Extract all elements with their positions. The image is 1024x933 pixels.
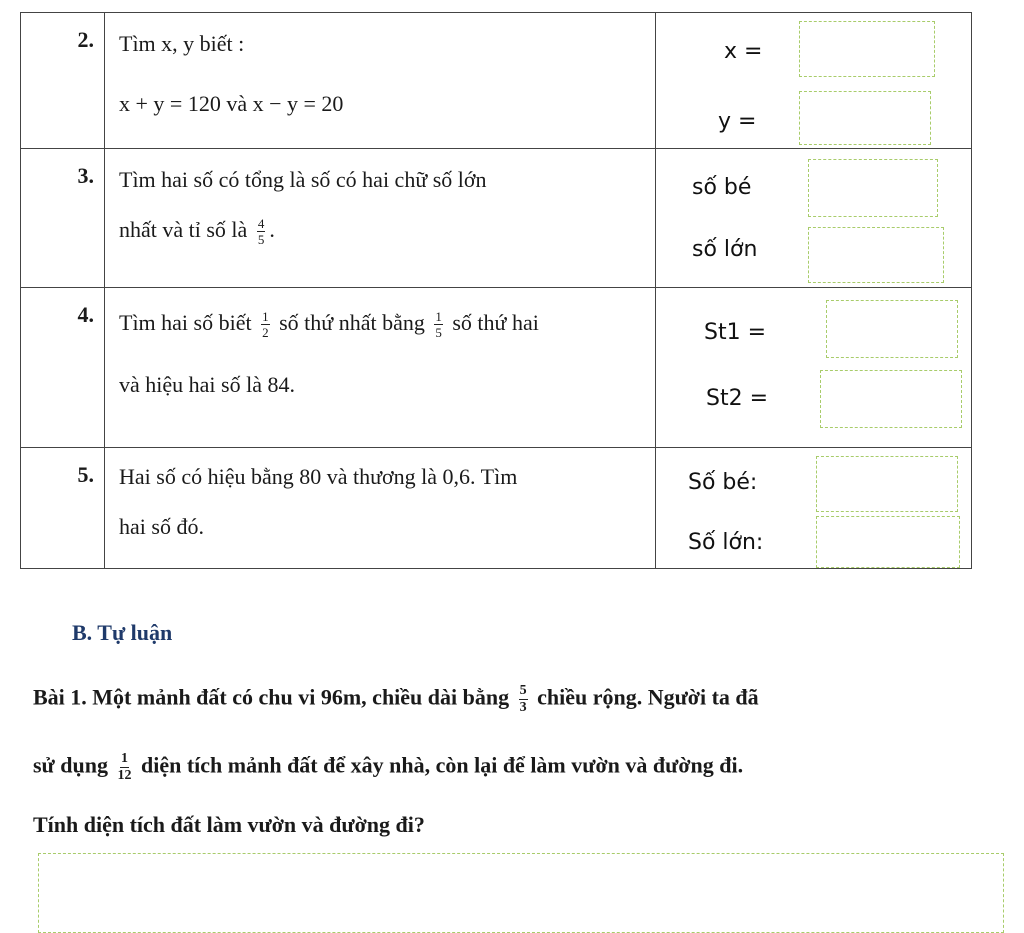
fraction — [434, 310, 443, 339]
question-text: Hai số có hiệu bằng 80 và thương là 0,6. Tìm — [119, 464, 518, 489]
question-number: 5. — [21, 448, 105, 568]
section-title: B. Tự luận — [72, 620, 173, 645]
answer-box-x[interactable] — [799, 21, 935, 77]
fraction — [261, 310, 270, 339]
answer-label-large: số lớn — [692, 237, 758, 262]
problem-line-1 — [33, 684, 759, 715]
answer-area[interactable] — [38, 853, 1004, 933]
question-text-part: số thứ nhất bằng — [279, 310, 425, 335]
question-text: Tìm hai số có tổng là số có hai chữ số lớn — [119, 167, 487, 192]
answer-label-small: Số bé: — [688, 470, 758, 495]
fraction-denominator: 2 — [262, 325, 269, 341]
question-text: Tìm x, y biết : — [119, 31, 245, 56]
fraction-denominator: 3 — [519, 700, 527, 715]
question-text — [119, 310, 539, 339]
fraction-denominator: 5 — [435, 325, 442, 341]
fraction-numerator: 4 — [257, 216, 265, 232]
question-cell — [105, 448, 656, 568]
problem-text-part: sử dụng — [33, 752, 108, 778]
quiz-table — [20, 12, 972, 569]
fraction-denominator: 5 — [257, 232, 265, 248]
question-text-part: số thứ hai — [452, 310, 539, 335]
answer-box-large[interactable] — [808, 227, 944, 283]
fraction — [519, 684, 528, 715]
fraction-denominator: 12 — [117, 768, 132, 783]
question-cell — [105, 149, 656, 287]
problem-text-part: diện tích mảnh đất để xây nhà, còn lại để làm vườn và đường đi. — [140, 752, 744, 778]
question-text-part: Tìm hai số biết — [119, 310, 252, 335]
problem-line-2 — [33, 752, 743, 783]
question-text-part: . — [269, 217, 275, 242]
question-number: 2. — [21, 13, 105, 148]
fraction-numerator: 1 — [120, 751, 128, 766]
answer-box-st1[interactable] — [826, 300, 958, 358]
table-row — [21, 447, 971, 568]
problem-text-part: Bài 1. Một mảnh đất có chu vi 96m, chiều dài bằng — [33, 684, 510, 710]
answer-box-small[interactable] — [808, 159, 938, 217]
answer-label-small: số bé — [692, 175, 752, 200]
answer-box-st2[interactable] — [820, 370, 962, 428]
question-text-part: nhất và tỉ số là — [119, 217, 248, 242]
answer-box-large[interactable] — [816, 516, 960, 568]
table-row — [21, 148, 971, 287]
question-number: 3. — [21, 149, 105, 287]
fraction-numerator: 1 — [262, 309, 269, 325]
answer-box-y[interactable] — [799, 91, 931, 145]
answer-cell — [656, 13, 971, 148]
answer-cell — [656, 149, 971, 287]
table-row — [21, 13, 971, 148]
answer-cell — [656, 448, 971, 568]
problem-text-part: chiều rộng. Người ta đã — [537, 684, 759, 710]
table-row — [21, 287, 971, 447]
fraction — [117, 752, 131, 783]
fraction — [257, 217, 266, 246]
answer-box-small[interactable] — [816, 456, 958, 512]
answer-label-y: y = — [718, 109, 757, 134]
question-equation: x + y = 120 và x − y = 20 — [119, 91, 344, 116]
fraction-numerator: 1 — [435, 309, 442, 325]
question-number: 4. — [21, 288, 105, 447]
question-text-line2: hai số đó. — [119, 514, 204, 539]
answer-label-x: x = — [724, 39, 763, 64]
problem-line-3: Tính diện tích đất làm vườn và đường đi? — [33, 812, 425, 837]
answer-label-st1: St1 = — [704, 320, 767, 345]
answer-label-st2: St2 = — [706, 386, 769, 411]
question-cell — [105, 13, 656, 148]
question-cell — [105, 288, 656, 447]
answer-cell — [656, 288, 971, 447]
question-text-line2 — [119, 217, 275, 246]
question-text-line2: và hiệu hai số là 84. — [119, 372, 295, 397]
fraction-numerator: 5 — [519, 683, 527, 698]
answer-label-large: Số lớn: — [688, 530, 764, 555]
